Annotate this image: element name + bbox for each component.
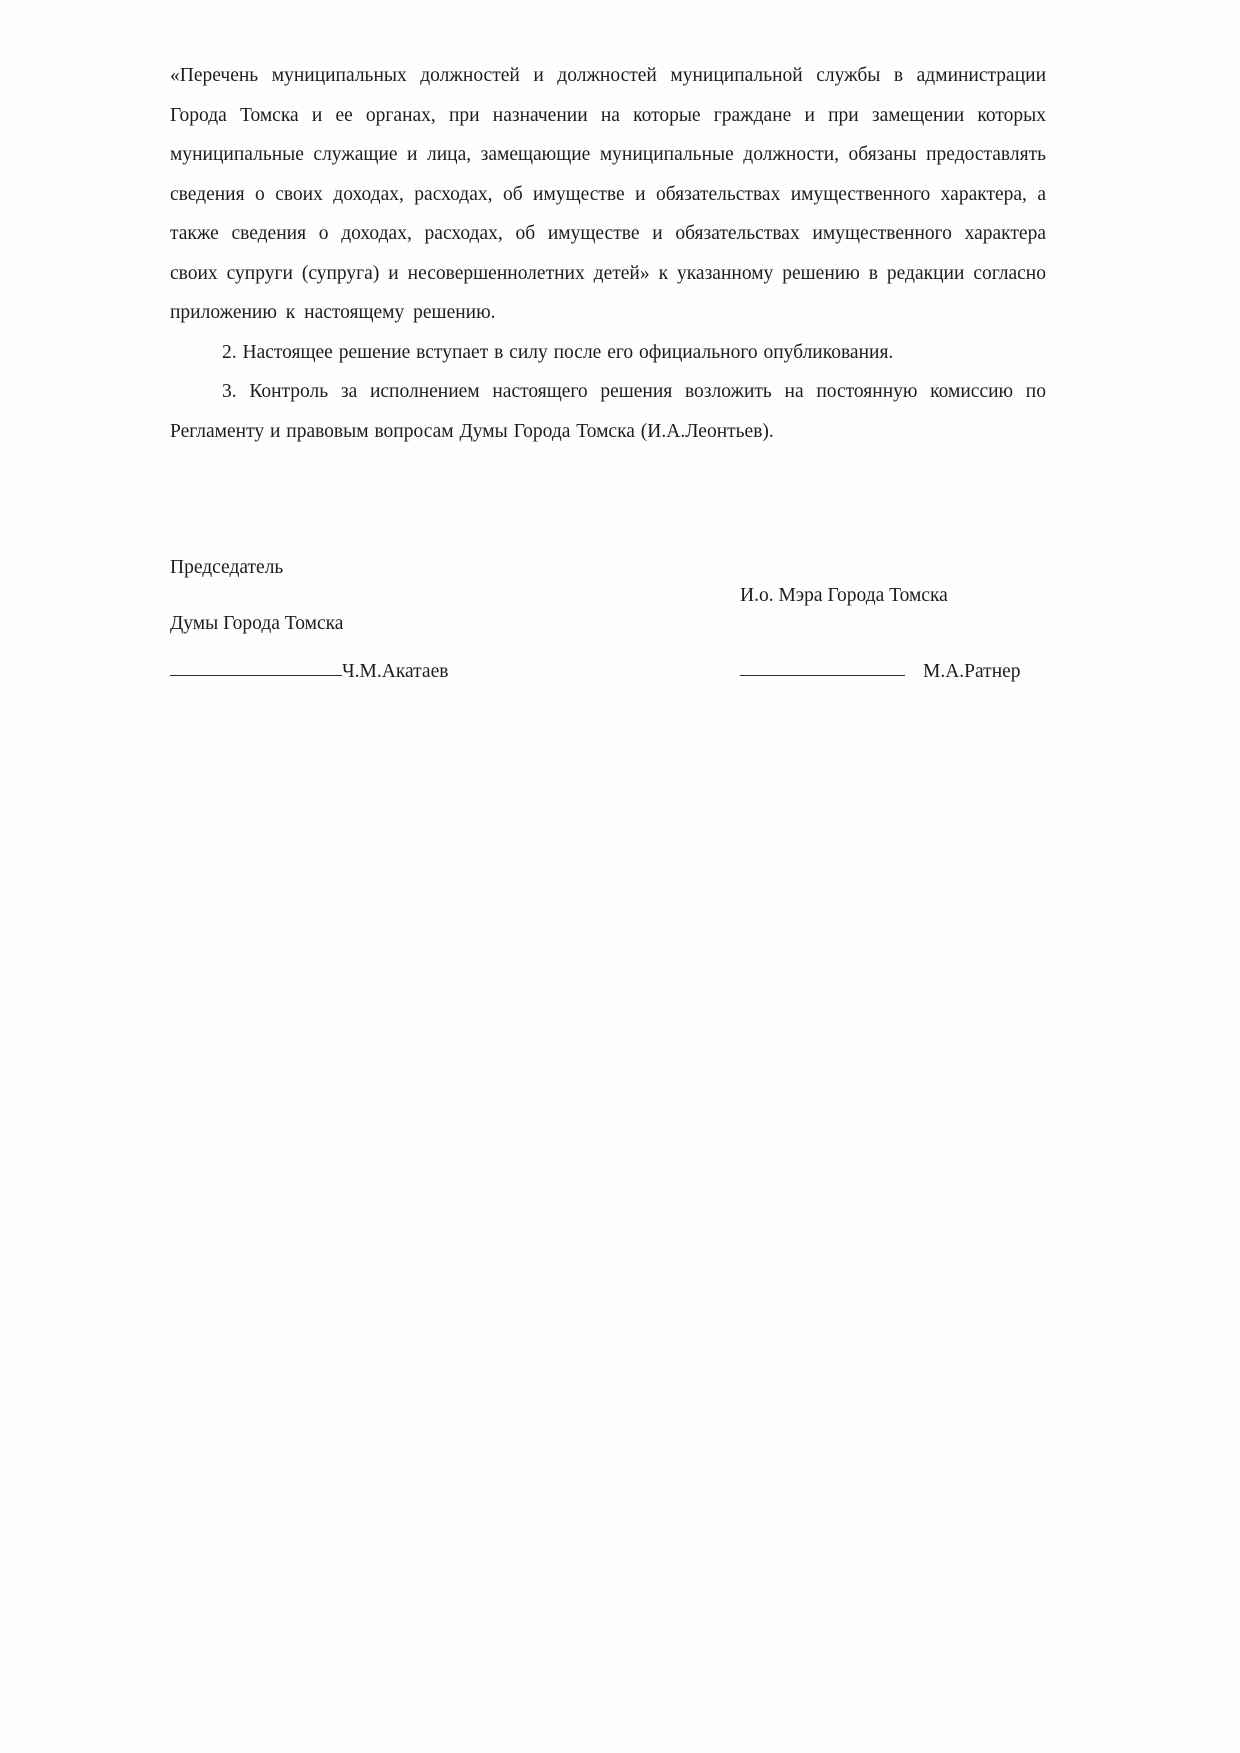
signature-right-title: И.о. Мэра Города Томска (740, 585, 948, 606)
body-paragraph-item-2: 2. Настоящее решение вступает в силу после его официального опубликования. (222, 341, 894, 363)
signature-right-row (740, 660, 1021, 684)
signature-left-title-line1: Председатель (170, 557, 284, 578)
body-paragraph-quote: «Перечень муниципальных должностей и должностей муниципальной службы в администрации Города Томска и ее органах, при назначении на которые граждане и при замещении которых муниципальные служащие и лица, замещающие муниципальные должности, обязаны предоставлять сведения о своих доходах, расходах, об имуществе и обязательствах имущественного характера, а также сведения о доходах, расходах, об имуществе и обязательствах имущественного характера своих супруги (супруга) и несовершеннолетних детей» к указанному решению в редакции согласно приложению к настоящему решению. (170, 65, 1046, 323)
signature-left-title-line2: Думы Города Томска (170, 613, 344, 634)
signature-right-line (740, 673, 905, 676)
body-paragraph-item-3: 3. Контроль за исполнением настоящего решения возложить на постоянную комиссию по Регламенту и правовым вопросам Думы Города Томска (И.А.Леонтьев). (170, 381, 1046, 442)
document-body (170, 56, 1046, 451)
signature-left-line (170, 673, 342, 676)
signature-left-name: Ч.М.Акатаев (342, 661, 449, 682)
signature-left-row (170, 660, 448, 684)
signature-right-name: М.А.Ратнер (923, 661, 1021, 682)
